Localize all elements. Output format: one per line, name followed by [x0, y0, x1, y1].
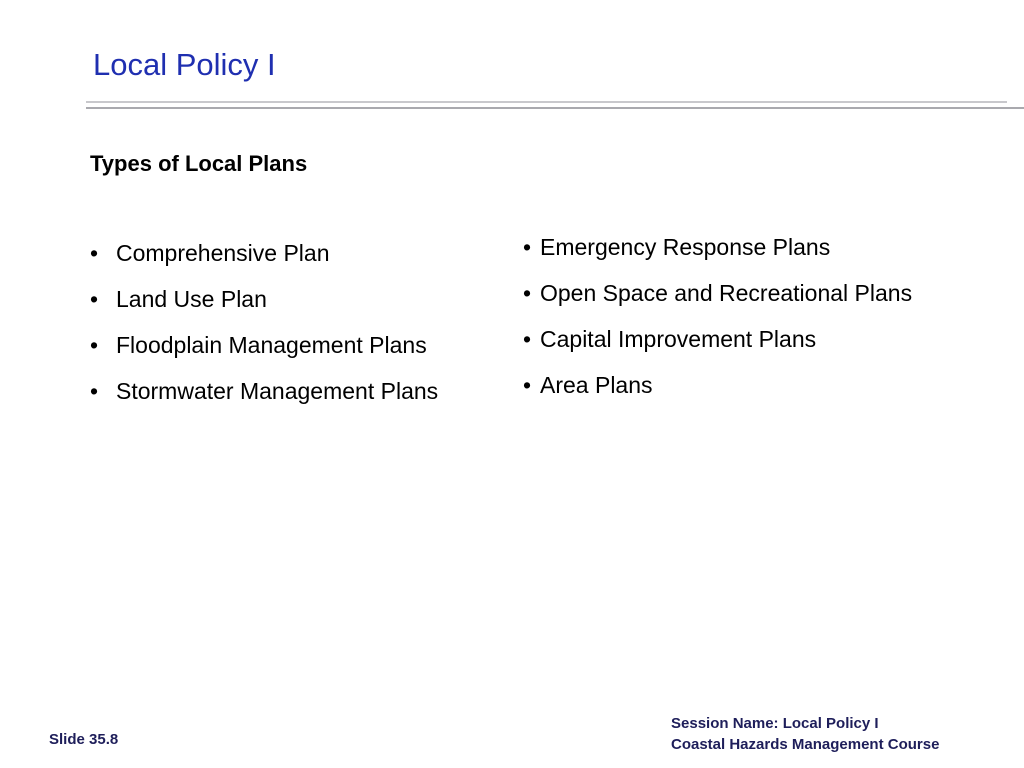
- list-item-text: Land Use Plan: [116, 286, 267, 312]
- footer-course-name: Coastal Hazards Management Course: [671, 736, 940, 753]
- list-item-text: Capital Improvement Plans: [540, 326, 817, 352]
- bullet-icon: •: [90, 286, 99, 312]
- list-item-text: Emergency Response Plans: [540, 234, 831, 260]
- section-heading: Types of Local Plans: [90, 151, 308, 176]
- list-item-text: Floodplain Management Plans: [116, 332, 427, 358]
- list-item: [90, 377, 438, 423]
- left-bullet-list: [90, 239, 438, 423]
- bullet-icon: •: [523, 280, 532, 306]
- list-item: [523, 371, 912, 417]
- list-item: [523, 233, 912, 279]
- slide-title: Local Policy I: [93, 47, 276, 82]
- bullet-icon: •: [523, 234, 532, 260]
- bullet-icon: •: [90, 240, 99, 266]
- list-item: [90, 285, 438, 331]
- list-item: [90, 331, 438, 377]
- right-bullet-list: [523, 233, 912, 417]
- list-item-text: Comprehensive Plan: [116, 240, 330, 266]
- slide-number: Slide 35.8: [49, 731, 119, 748]
- bullet-icon: •: [523, 326, 532, 352]
- footer-session-name: Session Name: Local Policy I: [671, 715, 879, 732]
- bullet-icon: •: [523, 372, 532, 398]
- list-item-text: Area Plans: [540, 372, 653, 398]
- title-divider-top: [86, 101, 1007, 103]
- list-item: [90, 239, 438, 285]
- bullet-icon: •: [90, 332, 99, 358]
- list-item: [523, 325, 912, 371]
- list-item: [523, 279, 912, 325]
- list-item-text: Stormwater Management Plans: [116, 378, 439, 404]
- title-divider-bottom: [86, 107, 1024, 109]
- list-item-text: Open Space and Recreational Plans: [540, 280, 913, 306]
- bullet-icon: •: [90, 378, 99, 404]
